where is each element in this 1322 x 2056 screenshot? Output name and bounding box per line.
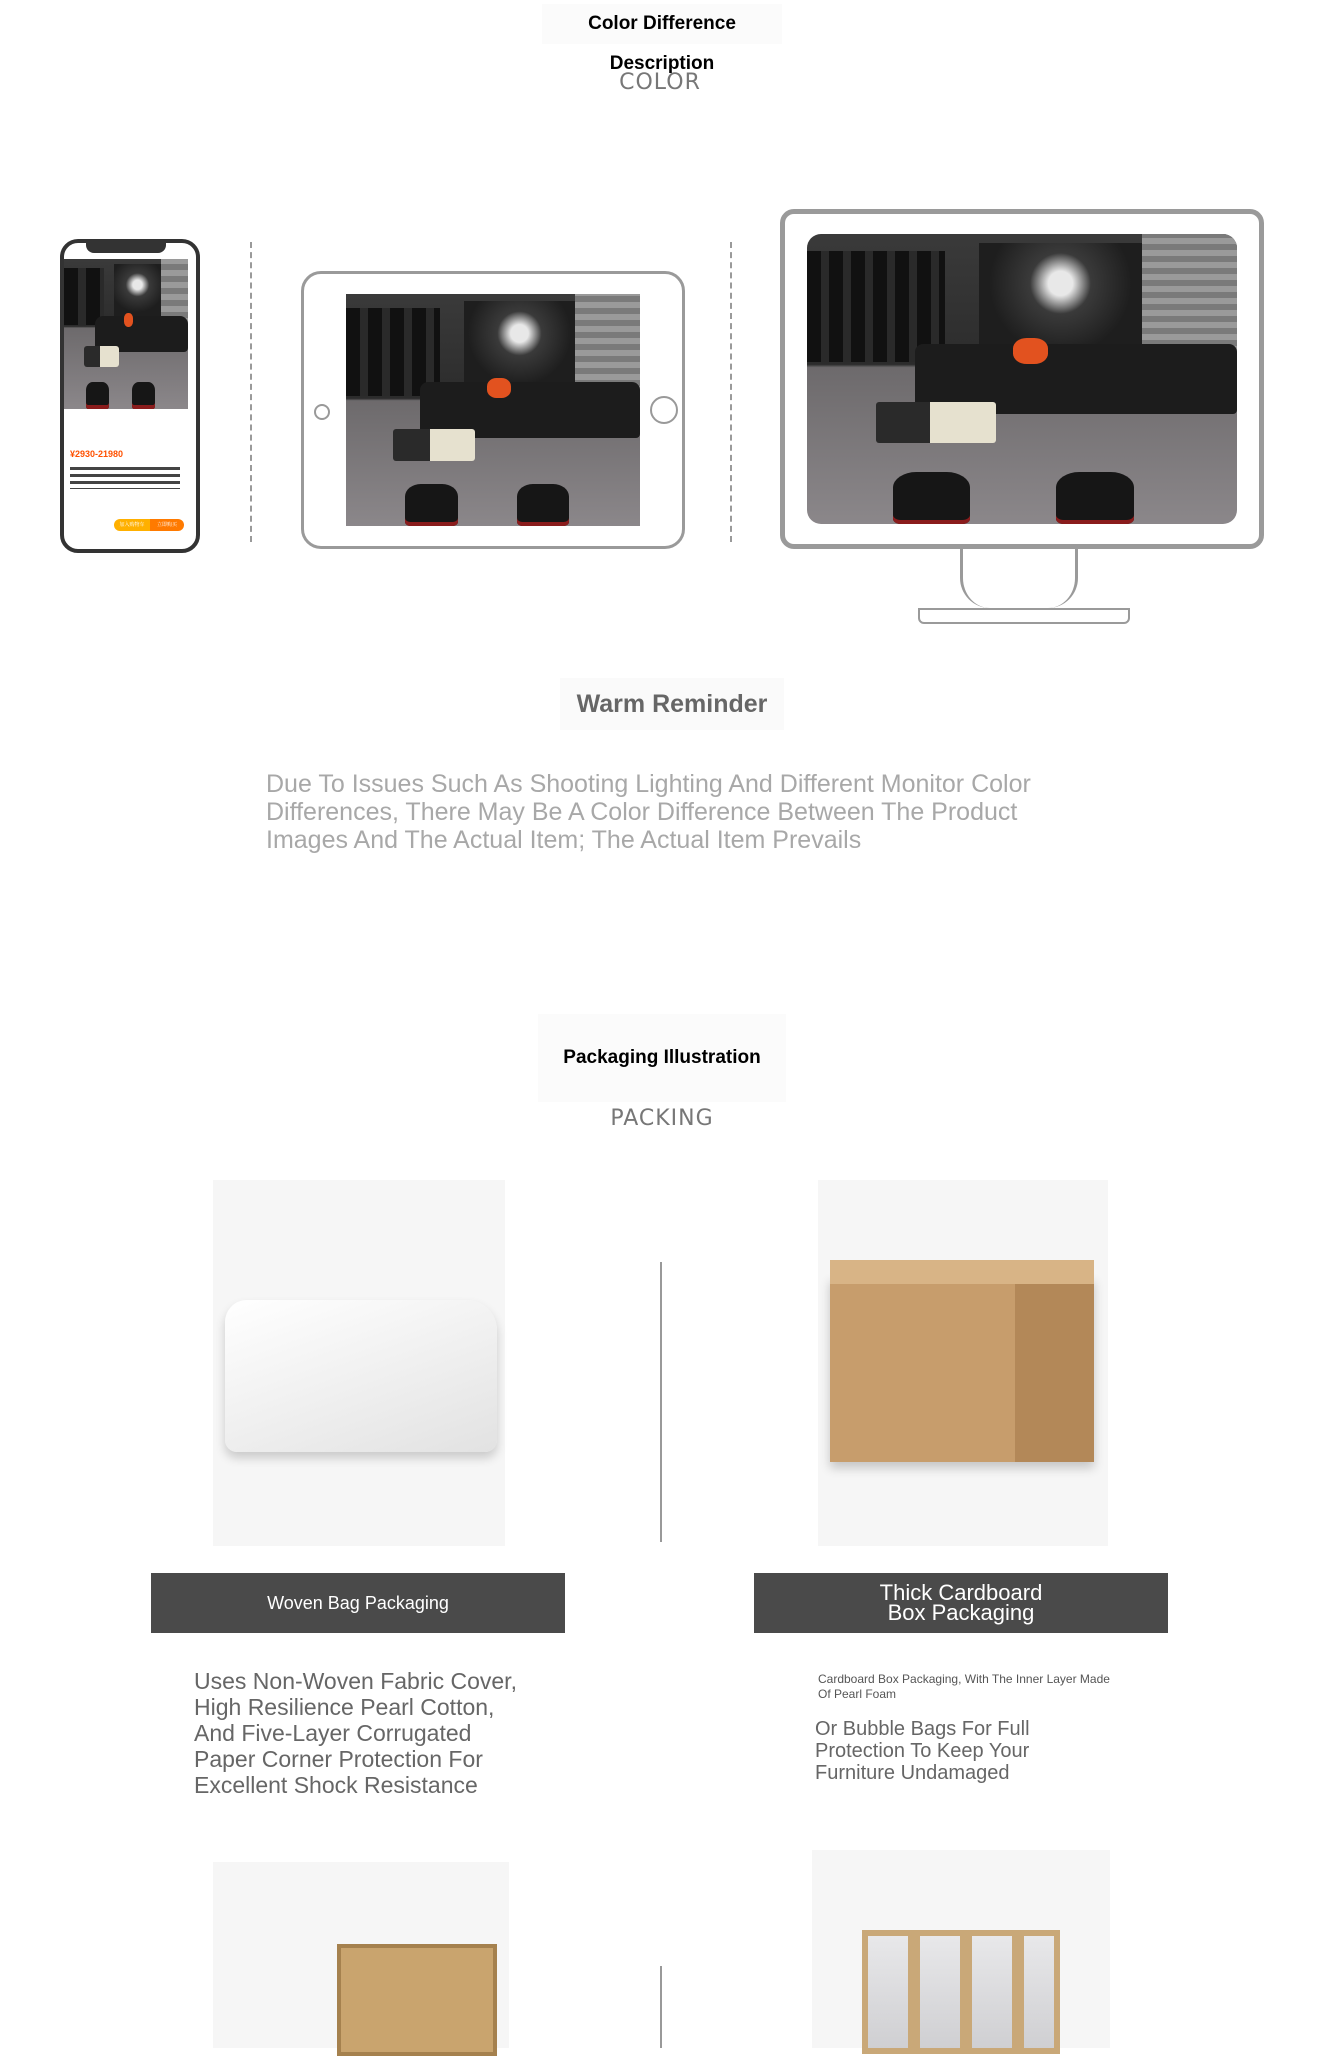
color-section-title: Color Difference Description <box>542 4 782 44</box>
tablet-camera <box>314 404 330 420</box>
divider-dashed-1 <box>250 242 252 542</box>
cardboard-box-label: Thick Cardboard Box Packaging <box>754 1573 1168 1633</box>
phone-buy-button[interactable]: 立即购买 <box>150 519 184 531</box>
crate-frame-right <box>862 1930 1060 2054</box>
divider-dashed-2 <box>730 242 732 542</box>
cardboard-box-photo <box>818 1180 1108 1546</box>
reminder-title: Warm Reminder <box>560 678 784 730</box>
phone-price: ¥2930-21980 <box>70 449 124 459</box>
packing-center-divider <box>660 1262 662 1542</box>
phone-cart-button[interactable]: 加入购物车 <box>114 519 150 531</box>
wooden-crate-photo-left <box>213 1862 509 2048</box>
monitor-product-photo <box>807 234 1237 524</box>
monitor-stand <box>960 544 1078 608</box>
phone-product-photo <box>64 259 188 409</box>
wooden-crate-photo-right <box>812 1850 1110 2048</box>
cardboard-box-shape <box>830 1276 1094 1462</box>
packing-section-subtitle: PACKING <box>610 1106 714 1131</box>
woven-bag-photo <box>213 1180 505 1546</box>
cardboard-box-top <box>830 1260 1094 1284</box>
tablet-product-photo <box>346 294 640 526</box>
tablet-home-button[interactable] <box>650 396 678 424</box>
monitor-base <box>918 608 1130 624</box>
woven-bag-shape <box>225 1300 497 1452</box>
monitor-device <box>780 209 1264 549</box>
cardboard-box-note: Cardboard Box Packaging, With The Inner Layer Made Of Pearl Foam <box>818 1672 1110 1701</box>
phone-notch <box>86 243 166 253</box>
woven-bag-description: Uses Non-Woven Fabric Cover, High Resilience Pearl Cotton, And Five-Layer Corrugated Paper Corner Protection For Excellent Shock Resistance <box>194 1668 517 1798</box>
crate-box-left <box>337 1944 497 2056</box>
phone-title-lines <box>70 467 180 489</box>
tablet-device <box>301 271 685 549</box>
packing-center-divider-2 <box>660 1966 662 2048</box>
reminder-text: Due To Issues Such As Shooting Lighting And Different Monitor Color Differences, There May Be A Color Difference Between The Product Images And The Actual Item; The Actual Item Prevails <box>266 770 1031 854</box>
cardboard-box-description: Or Bubble Bags For Full Protection To Keep Your Furniture Undamaged <box>815 1718 1030 1784</box>
packing-section-title: Packaging Illustration <box>538 1014 786 1102</box>
phone-device <box>60 239 200 553</box>
woven-bag-label: Woven Bag Packaging <box>151 1573 565 1633</box>
color-section-subtitle: COLOR <box>619 70 701 95</box>
